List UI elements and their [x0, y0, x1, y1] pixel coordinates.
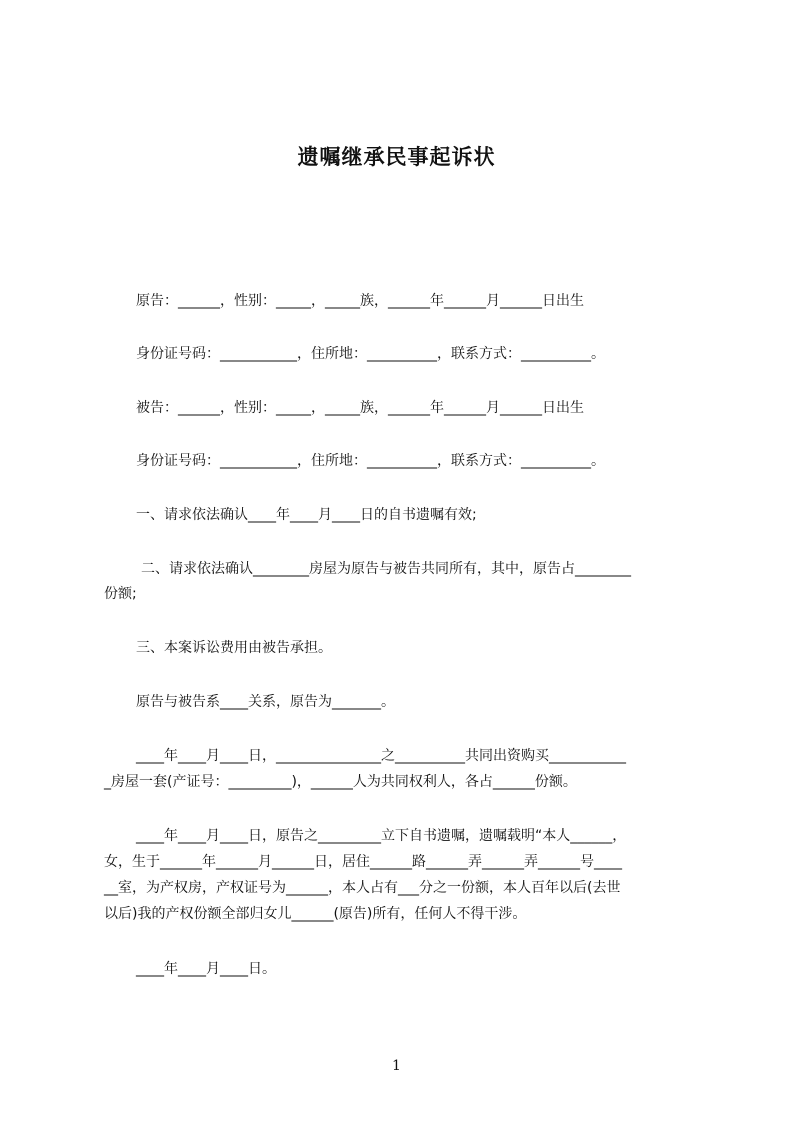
- document-title: 遗嘱继承民事起诉状: [297, 145, 496, 169]
- claim-one-line: 一、请求依法确认____年____月____日的自书遗嘱有效;: [136, 507, 477, 523]
- will-continuation-1: 女，生于______年______月______日，居住______路______弄______弄______号____: [104, 854, 622, 870]
- defendant-id-line: 身份证号码：___________，住所地：__________，联系方式：__________。: [136, 453, 605, 469]
- claim-three-line: 三、本案诉讼费用由被告承担。: [136, 640, 332, 656]
- will-line: ____年____月____日，原告之_________立下自书遗嘱，遗嘱载明“本人______，: [136, 828, 627, 844]
- page-number: 1: [392, 1058, 401, 1074]
- claim-two-continuation: 份额;: [104, 586, 137, 602]
- will-continuation-2: __室，为产权房，产权证号为______，本人占有___分之一份额，本人百年以后(去世: [104, 880, 621, 896]
- purchase-continuation: _房屋一套(产证号：_________)，______人为共同权利人，各占______份额。: [104, 774, 577, 790]
- relationship-line: 原告与被告系____关系，原告为_______。: [136, 694, 395, 710]
- date-line: ____年____月____日。: [136, 961, 276, 977]
- plaintiff-info-line: 原告：______，性别：_____，_____族，______年______月______日出生: [136, 293, 584, 309]
- defendant-info-line: 被告：______，性别：_____，_____族，______年______月______日出生: [136, 400, 584, 416]
- purchase-line: ____年____月____日，_______________之__________共同出资购买___________: [136, 748, 626, 764]
- will-continuation-3: 以后)我的产权份额全部归女儿______(原告)所有，任何人不得干涉。: [104, 906, 527, 922]
- plaintiff-id-line: 身份证号码：___________，住所地：__________，联系方式：__________。: [136, 346, 605, 362]
- claim-two-line: 二、请求依法确认________房屋为原告与被告共同所有，其中，原告占________: [141, 561, 631, 577]
